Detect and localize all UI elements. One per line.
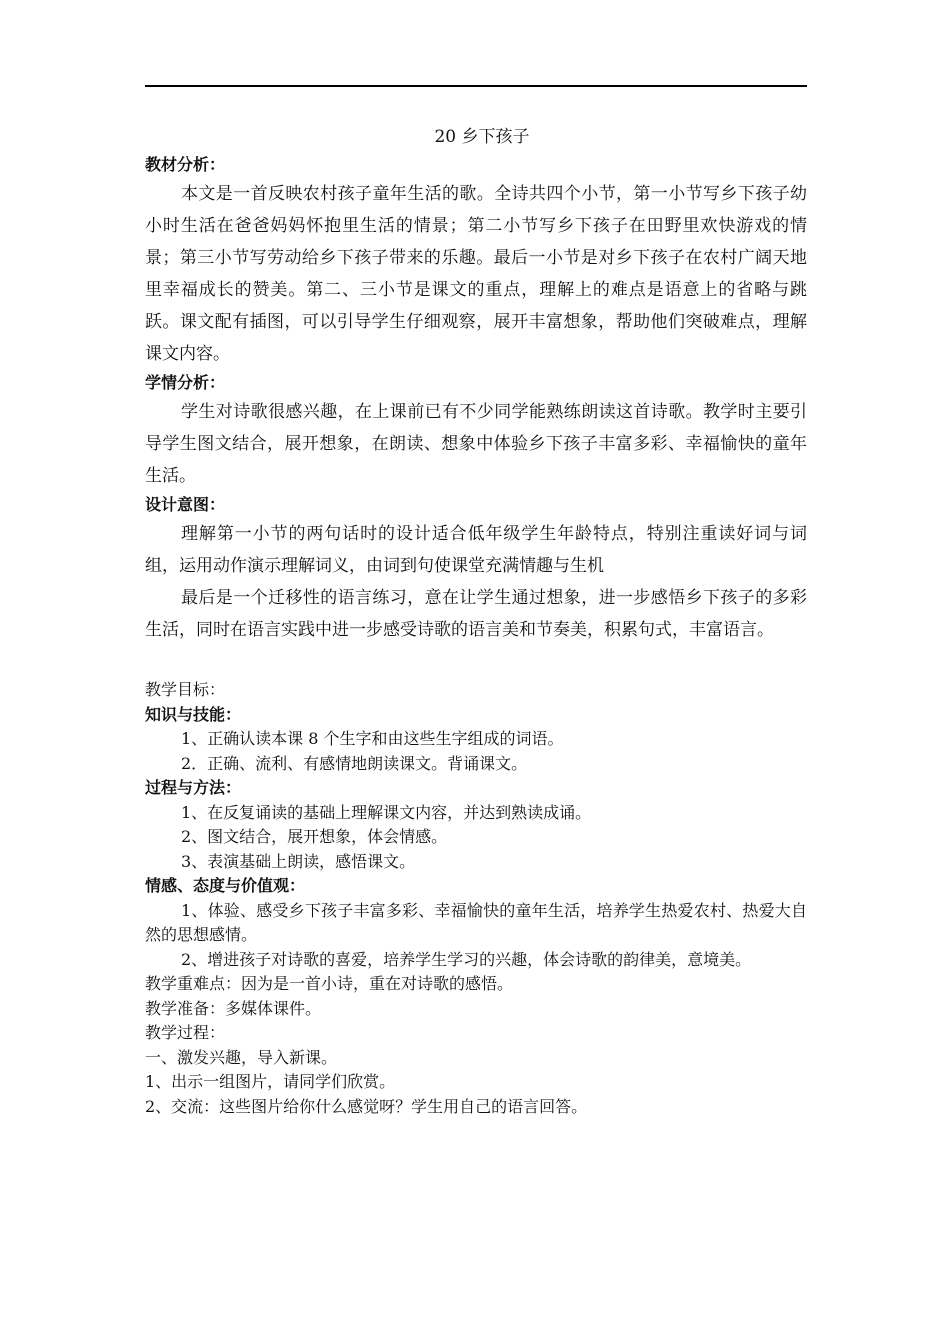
- goal-item: 2、增进孩子对诗歌的喜爱，培养学生学习的兴趣，体会诗歌的韵律美，意境美。: [181, 949, 752, 969]
- process-step: 2、交流：这些图片给你什么感觉呀？学生用自己的语言回答。: [145, 1096, 588, 1116]
- section-paragraph: 本文是一首反映农村孩子童年生活的歌。全诗共四个小节，第一小节写乡下孩子幼小时生活在爸爸妈妈怀抱里生活的情景；第二小节写乡下孩子在田野里欢快游戏的情景；第三小节写劳动给乡下孩子带来的乐趣。最后一小节是对乡下孩子在农村广阔天地里幸福成长的赞美。第二、三小节是课文的重点，理解上的难点是语意上的省略与跳跃。课文配有插图，可以引导学生仔细观察，展开丰富想象，帮助他们突破难点，理解课文内容。: [145, 184, 807, 364]
- goal-item: 1、在反复诵读的基础上理解课文内容，并达到熟读成诵。: [181, 802, 592, 822]
- section-heading: 设计意图：: [145, 495, 226, 514]
- header-rule: [145, 85, 807, 87]
- section-paragraph: 理解第一小节的两句话时的设计适合低年级学生年龄特点，特别注重读好词与词组，运用动作演示理解词义，由词到句使课堂充满情趣与生机: [145, 524, 807, 576]
- section-paragraph: 最后是一个迁移性的语言练习，意在让学生通过想象，进一步感悟乡下孩子的多彩生活，同时在语言实践中进一步感受诗歌的语言美和节奏美，积累句式，丰富语言。: [145, 588, 807, 640]
- teaching-goals: [145, 678, 807, 972]
- section-heading: 学情分析：: [145, 373, 226, 392]
- document-title: 20 乡下孩子: [434, 127, 530, 147]
- goal-item: 2．正确、流利、有感情地朗读课文。背诵课文。: [181, 753, 528, 773]
- key-points: 教学重难点：因为是一首小诗，重在对诗歌的感悟。: [145, 974, 514, 993]
- preparation: 教学准备：多媒体课件。: [145, 998, 322, 1018]
- goal-item: 1、正确认读本课 8 个生字和由这些生字组成的词语。: [181, 729, 564, 748]
- goal-group-heading: 情感、态度与价值观：: [145, 876, 306, 895]
- section-materials: [145, 152, 807, 370]
- goals-label: 教学目标：: [145, 680, 226, 699]
- goal-item: 1、体验、感受乡下孩子丰富多彩、幸福愉快的童年生活，培养学生热爱农村、热爱大自然的思想感情。: [145, 900, 807, 944]
- document-body: [145, 122, 807, 1119]
- section-design: [145, 492, 807, 646]
- goal-group-heading: 过程与方法：: [145, 778, 242, 797]
- process-step: 1、出示一组图片，请同学们欣赏。: [145, 1072, 396, 1091]
- section-learners: [145, 370, 807, 492]
- blank-line: [145, 646, 807, 678]
- goal-group-heading: 知识与技能：: [145, 704, 242, 724]
- section-heading: 教材分析：: [145, 155, 226, 174]
- process-step: 一、激发兴趣，导入新课。: [145, 1047, 338, 1067]
- process-label: 教学过程：: [145, 1023, 226, 1042]
- section-paragraph: 学生对诗歌很感兴趣，在上课前已有不少同学能熟练朗读这首诗歌。教学时主要引导学生图文结合，展开想象，在朗读、想象中体验乡下孩子丰富多彩、幸福愉快的童年生活。: [145, 402, 807, 486]
- teaching-process: [145, 1021, 807, 1119]
- goal-item: 2、图文结合，展开想象，体会情感。: [181, 827, 448, 846]
- goal-item: 3、表演基础上朗读，感悟课文。: [181, 851, 416, 871]
